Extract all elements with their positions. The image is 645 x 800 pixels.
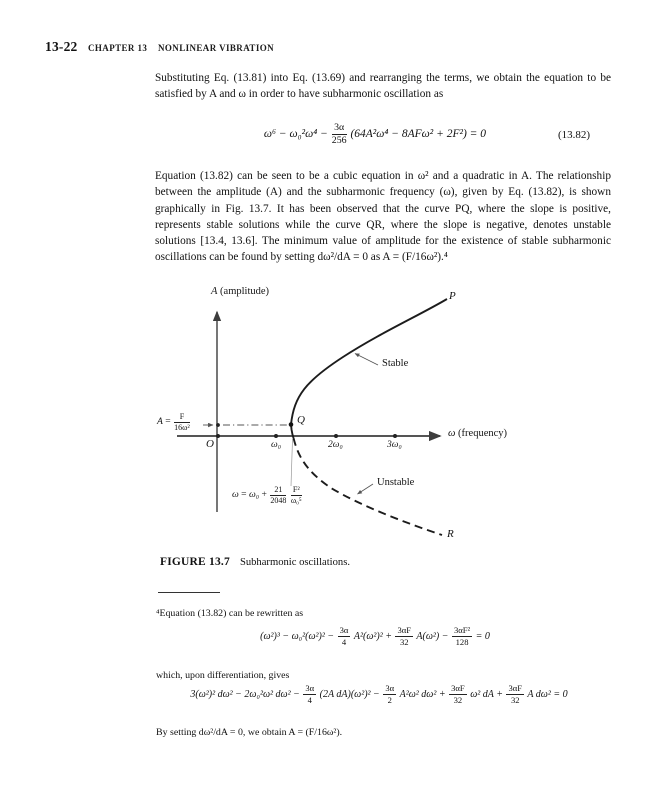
stable-curve (291, 299, 447, 438)
subharmonic-plot (140, 290, 530, 552)
origin-label: O (206, 438, 214, 450)
x-axis-label: ω (frequency) (448, 428, 508, 439)
a-min-equation: A = $\frac{F}{\text{16ω²}}$ (157, 412, 190, 433)
y-axis-label: A (amplitude) (211, 286, 270, 297)
stable-leader-line (355, 354, 378, 366)
unstable-leader-line (358, 484, 374, 494)
footnote-line-2: which, upon differentiation, gives (156, 669, 290, 681)
equation-13-82-body: ω⁶ − ω₀²ω⁴ − $\frac{3\alpha}{256}$ (64A²ω⁴ − 8AFω² + 2F²) = 0 (263, 122, 487, 147)
omega-eq-leader-line (291, 439, 293, 486)
stable-label: Stable (382, 358, 409, 369)
tick-2omega0: 2ω₀ (328, 440, 343, 450)
body-paragraph: Equation (13.82) can be seen to be a cubic equation in ω² and a quadratic in A. The relationship between the amplitude (A) and the subharmonic frequency (ω), given by Eq. (13.82), is shown graphically in Fig. 13.7. It has been observed that the curve PQ, where the slope is positive, represents stable solutions while the curve QR, where the slope is negative, denotes unstable solutions [13.4, 13.6]. The minimum value of amplitude for the existence of stable subharmonic oscillations can be found by setting dω²/dA = 0 as A = (F/16ω²).⁴ (155, 170, 611, 264)
footnote-equation-1-body: (ω²)³ − ω₀²(ω²)² − $\frac{3\alpha}{4}$ A²(ω²)² + $\frac{3\alpha F}{32}$ A(ω²) − $\frac{\text{3αF²}}{128}$ = 0 (260, 625, 490, 647)
figure-caption (160, 552, 350, 570)
unstable-curve (294, 438, 443, 535)
footnote-rule (158, 592, 220, 593)
equation-13-82 (155, 122, 595, 152)
origin-point (216, 434, 220, 438)
chapter-label: CHAPTER 13 (88, 43, 148, 53)
3omega0-point (393, 434, 397, 438)
footnote-line-1: ⁴Equation (13.82) can be rewritten as (156, 607, 304, 619)
footnote-equation-1 (155, 626, 595, 647)
figure-caption-text: Subharmonic oscillations. (239, 557, 350, 568)
point-r-label: R (447, 528, 454, 540)
footnote-equation-2 (118, 684, 640, 705)
footnote-line-3: By setting dω²/dA = 0, we obtain A = (F/16ω²). (156, 726, 343, 738)
unstable-label: Unstable (377, 477, 415, 488)
tick-3omega0: 3ω₀ (387, 440, 402, 450)
tick-omega0: ω₀ (271, 440, 282, 450)
figure-13-7 (140, 286, 530, 552)
intro-paragraph: Substituting Eq. (13.81) into Eq. (13.69) and rearranging the terms, we obtain the equation to be satisfied by A and ω in order to have subharmonic oscillation as (155, 72, 611, 101)
figure-caption-label: FIGURE 13.7 (160, 556, 230, 568)
q-point (289, 422, 294, 427)
footnote-equation-2-body: 3(ω²)² dω² − 2ω₀²ω² dω² − $\frac{3\alpha}{4}$ (2A dA)(ω²)² − $\frac{3\alpha}{2}$ A²ω² dω² + $\frac{3\alpha F}{32}$ ω² dA + $\frac{3\alpha F}{32}$ A dω² = 0 (190, 683, 568, 705)
book-title: NONLINEAR VIBRATION (158, 43, 275, 53)
point-q-label: Q (297, 414, 305, 426)
2omega0-point (334, 434, 338, 438)
a-min-axis-point (216, 423, 220, 427)
omega-q-equation: ω = ω₀ + $\frac{21}{2048}$ $\frac{\text{F²}}{\text{ω₀⁵}}$ (232, 485, 302, 506)
equation-13-82-number: (13.82) (558, 129, 591, 141)
omega0-point (274, 434, 278, 438)
page-number: 13-22 (45, 39, 78, 54)
point-p-label: P (449, 290, 456, 302)
